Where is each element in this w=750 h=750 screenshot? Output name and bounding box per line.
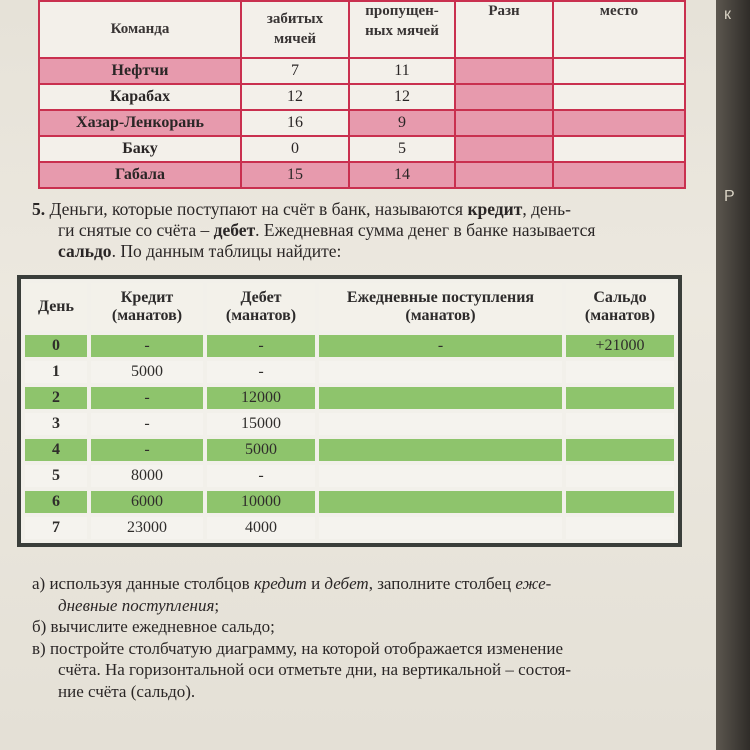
task-number: 5. xyxy=(32,199,46,219)
header-day: День xyxy=(25,283,87,331)
credit-cell: 5000 xyxy=(91,361,203,383)
balance-cell xyxy=(566,491,674,513)
table-row xyxy=(25,491,674,513)
question-text: , заполните столбец xyxy=(368,574,516,593)
balance-cell xyxy=(566,439,674,461)
scored-cell: 15 xyxy=(241,162,349,188)
table-row xyxy=(25,335,674,357)
place-cell xyxy=(553,110,685,136)
task-text-part: , день- xyxy=(522,199,571,219)
scored-cell: 0 xyxy=(241,136,349,162)
credit-cell: 23000 xyxy=(91,517,203,539)
balance-cell: +21000 xyxy=(566,335,674,357)
conceded-cell: 11 xyxy=(349,58,455,84)
header-balance-line2: (манатов) xyxy=(584,307,656,324)
header-daily xyxy=(319,283,562,331)
question-v xyxy=(32,638,702,703)
place-cell xyxy=(553,162,685,188)
team-name: Баку xyxy=(39,136,241,162)
header-scored xyxy=(241,1,349,58)
credit-cell: - xyxy=(91,439,203,461)
header-place-text: место xyxy=(599,3,639,19)
header-credit-line2: (манатов) xyxy=(111,307,183,324)
credit-cell: 6000 xyxy=(91,491,203,513)
place-cell xyxy=(553,58,685,84)
credit-cell: - xyxy=(91,335,203,357)
daily-cell xyxy=(319,413,562,435)
debit-cell: 4000 xyxy=(207,517,315,539)
edge-letter: Р xyxy=(724,188,735,205)
term-italic: дебет xyxy=(324,574,369,593)
balance-cell xyxy=(566,387,674,409)
header-conceded xyxy=(349,1,455,58)
balance-cell xyxy=(566,517,674,539)
term-kredit: кредит xyxy=(467,199,523,219)
table-row xyxy=(39,136,685,162)
question-text: а) используя данные столбцов xyxy=(32,574,254,593)
day-cell: 1 xyxy=(25,361,87,383)
place-cell xyxy=(553,84,685,110)
header-daily-line1: Ежедневные поступления xyxy=(346,289,535,306)
debit-cell: - xyxy=(207,335,315,357)
team-name: Габала xyxy=(39,162,241,188)
header-conceded-line2: ных мячей xyxy=(365,22,439,39)
header-debit-line1: Дебет xyxy=(240,289,282,306)
term-italic: дневные поступления xyxy=(58,595,215,615)
header-debit-line2: (манатов) xyxy=(225,307,297,324)
table-row xyxy=(25,465,674,487)
header-place xyxy=(553,1,685,58)
table-row xyxy=(25,439,674,461)
term-italic: еже- xyxy=(515,574,552,593)
question-text: счёта. На горизонтальной оси отметьте дни, на вертикальной – состоя- xyxy=(58,660,572,679)
task-5-text xyxy=(32,199,697,262)
term-saldo: сальдо xyxy=(58,241,112,261)
credit-cell: - xyxy=(91,413,203,435)
day-cell: 4 xyxy=(25,439,87,461)
credit-cell: - xyxy=(91,387,203,409)
task-text-part: . По данным таблицы найдите: xyxy=(111,241,342,261)
header-diff xyxy=(455,1,553,58)
daily-cell xyxy=(319,439,562,461)
balance-cell xyxy=(566,465,674,487)
day-cell: 3 xyxy=(25,413,87,435)
book-edge xyxy=(716,0,750,750)
header-conceded-line1: пропущен- xyxy=(365,3,439,19)
question-text: ние счёта (сальдо). xyxy=(58,681,196,701)
daily-cell xyxy=(319,361,562,383)
day-cell: 6 xyxy=(25,491,87,513)
header-debit xyxy=(207,283,315,331)
team-name: Нефтчи xyxy=(39,58,241,84)
scored-cell: 7 xyxy=(241,58,349,84)
debit-cell: 12000 xyxy=(207,387,315,409)
header-balance-line1: Сальдо xyxy=(593,289,647,306)
table-row xyxy=(25,387,674,409)
daily-cell: - xyxy=(319,335,562,357)
balance-cell xyxy=(566,361,674,383)
header-balance xyxy=(566,283,674,331)
header-team: Команда xyxy=(39,1,241,58)
balance-table xyxy=(21,279,678,543)
table-row xyxy=(39,84,685,110)
debit-cell: - xyxy=(207,465,315,487)
table-row xyxy=(39,162,685,188)
header-diff-text: Разн xyxy=(488,3,520,19)
teams-table xyxy=(38,0,686,189)
debit-cell: 15000 xyxy=(207,413,315,435)
header-credit xyxy=(91,283,203,331)
diff-cell xyxy=(455,136,553,162)
task-text-part: ги снятые со счёта – xyxy=(58,220,214,240)
balance-cell xyxy=(566,413,674,435)
daily-cell xyxy=(319,491,562,513)
task-questions xyxy=(32,573,702,702)
header-scored-line2: мячей xyxy=(273,30,317,47)
diff-cell xyxy=(455,162,553,188)
table-row xyxy=(39,110,685,136)
conceded-cell: 14 xyxy=(349,162,455,188)
header-scored-line1: забитых xyxy=(266,11,324,27)
term-italic: кредит xyxy=(253,574,307,593)
balance-header-row xyxy=(25,283,674,331)
diff-cell xyxy=(455,110,553,136)
question-text: ; xyxy=(214,595,220,615)
daily-cell xyxy=(319,465,562,487)
conceded-cell: 12 xyxy=(349,84,455,110)
debit-cell: - xyxy=(207,361,315,383)
question-a xyxy=(32,573,702,616)
task-text-part: . Ежедневная сумма денег в банке называется xyxy=(255,220,596,240)
day-cell: 7 xyxy=(25,517,87,539)
term-debet: дебет xyxy=(213,220,256,240)
place-cell xyxy=(553,136,685,162)
table-row xyxy=(39,58,685,84)
task-text-part: Деньги, которые поступают на счёт в банк, называются xyxy=(45,199,468,219)
question-text: в) постройте столбчатую диаграмму, на которой отображается изменение xyxy=(32,638,564,658)
header-credit-line1: Кредит xyxy=(120,289,174,306)
table-row xyxy=(25,361,674,383)
table-row xyxy=(25,517,674,539)
conceded-cell: 9 xyxy=(349,110,455,136)
diff-cell xyxy=(455,58,553,84)
edge-letter: к xyxy=(724,6,731,23)
debit-cell: 5000 xyxy=(207,439,315,461)
table-row xyxy=(25,413,674,435)
header-daily-line2: (манатов) xyxy=(405,307,476,324)
team-name: Хазар-Ленкорань xyxy=(39,110,241,136)
question-b: б) вычислите ежедневное сальдо; xyxy=(32,617,275,636)
daily-cell xyxy=(319,387,562,409)
day-cell: 2 xyxy=(25,387,87,409)
daily-cell xyxy=(319,517,562,539)
diff-cell xyxy=(455,84,553,110)
credit-cell: 8000 xyxy=(91,465,203,487)
scored-cell: 12 xyxy=(241,84,349,110)
day-cell: 5 xyxy=(25,465,87,487)
team-name: Карабах xyxy=(39,84,241,110)
scored-cell: 16 xyxy=(241,110,349,136)
debit-cell: 10000 xyxy=(207,491,315,513)
question-text: и xyxy=(306,574,325,593)
day-cell: 0 xyxy=(25,335,87,357)
conceded-cell: 5 xyxy=(349,136,455,162)
balance-table-frame xyxy=(17,275,682,547)
